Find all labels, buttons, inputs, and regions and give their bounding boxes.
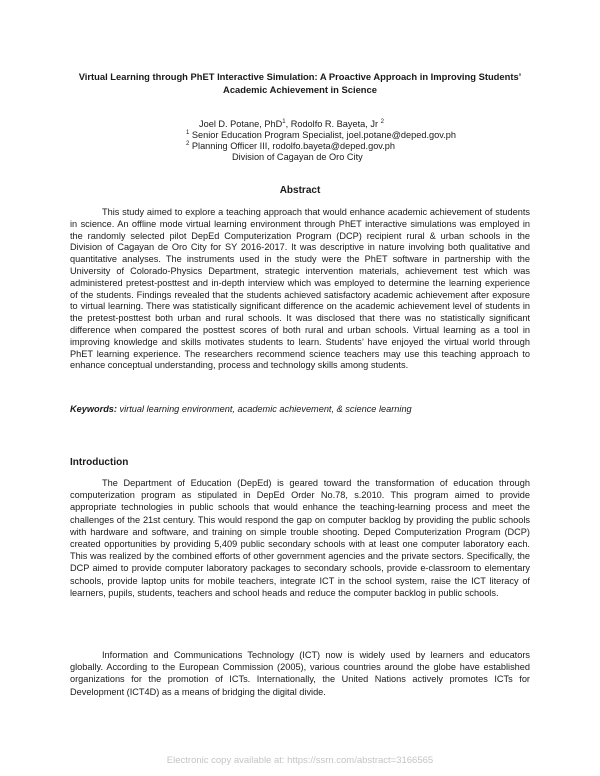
paper-title: Virtual Learning through PhET Interactive Simulation: A Proactive Approach in Improving Students’ Academic Achievement in Science [78,71,522,95]
author-block [0,119,600,163]
affiliation-2-text: Planning Officer III, rodolfo.bayeta@deped.gov.ph [191,141,395,151]
affiliation-1-text: Senior Education Program Specialist, joel.potane@deped.gov.ph [191,130,456,140]
footer-ssrn-notice: Electronic copy available at: https://ssrn.com/abstract=3166565 [166,755,434,766]
author-1-marker: 1 [282,119,286,125]
introduction-heading: Introduction [70,457,129,468]
abstract-text: This study aimed to explore a teaching approach that would enhance academic achievement of students in science. An offline mode virtual learning environment through PhET interactive simulations was employed in the randomly selected pilot DepEd Computerization Program (DCP) recipient rural & urban schools in the Division of Cagayan de Oro City for SY 2016-2017. It was descriptive in nature involving both qualitative and quantitative analyses. The instruments used in the study were the PhET software in partnership with the University of Colorado-Physics Department, strategic intervention materials, achievement test which was administered pretest-posttest and in-depth interview which was employed to determine the learning experience of the students. Findings revealed that the students achieved satisfactory academic achievement after exposure to virtual learning. There was statistically significant difference on the academic achievement level of students in the pretest-posttest both urban and rural schools. It was disclosed that there was no statistically significant difference when compared the posttest scores of both rural and urban schools. Virtual learning as a tool in improving knowledge and skills motivates students to learn. Students’ have enjoyed the virtual world through PhET learning experience. The researchers recommend science teachers may use this teaching approach to enhance conceptual understanding, process and technology skills among students. [70,207,530,371]
intro-paragraph-1: The Department of Education (DepEd) is geared toward the transformation of education through computerization program as stipulated in DepEd Order No.78, s.2010. This program aimed to provide appropriate technologies in public schools that would enhance the teaching-learning process and meet the challenges of the 21st century. This would respond the gap on computer backlog by providing the public schools with hardware and software, and training on simple trouble shooting. Deped Computerization Program (DCP) created opportunities by providing 5,409 public secondary schools with at least one computer laboratory each. This was realized by the combined efforts of other government agencies and the private sectors. Specifically, the DCP aimed to provide computer laboratory packages to secondary schools, provide e-classroom to elementary schools, provide laptop units for mobile teachers, integrate ICT in the school system, raise the ICT literacy of learners, pupils, students, teachers and school heads and reduce the computer backlog in public schools. [70,478,530,598]
keywords-label: Keywords: [70,404,117,414]
affiliation-1 [0,130,600,141]
keywords [70,403,530,415]
division: Division of Cagayan de Oro City [232,152,363,162]
intro-paragraph-2: Information and Communications Technology (ICT) now is widely used by learners and educators globally. According to the European Commission (2005), various countries around the globe have established organizations for the promotion of ICTs. Internationally, the United Nations actively promotes ICTs for Development (ICT4D) as a means of bridging the digital divide. [70,650,530,697]
abstract-heading: Abstract [279,185,321,196]
author-1: Joel D. Potane, PhD [199,119,283,129]
author-2: , Rodolfo R. Bayeta, Jr [285,119,379,129]
affiliation-2 [0,141,600,152]
author-2-marker: 2 [380,119,384,125]
affiliation-1-marker: 1 [186,130,190,136]
author-names [0,119,600,130]
keywords-text: virtual learning environment, academic achievement, & science learning [119,404,412,414]
affiliation-2-marker: 2 [186,141,190,147]
